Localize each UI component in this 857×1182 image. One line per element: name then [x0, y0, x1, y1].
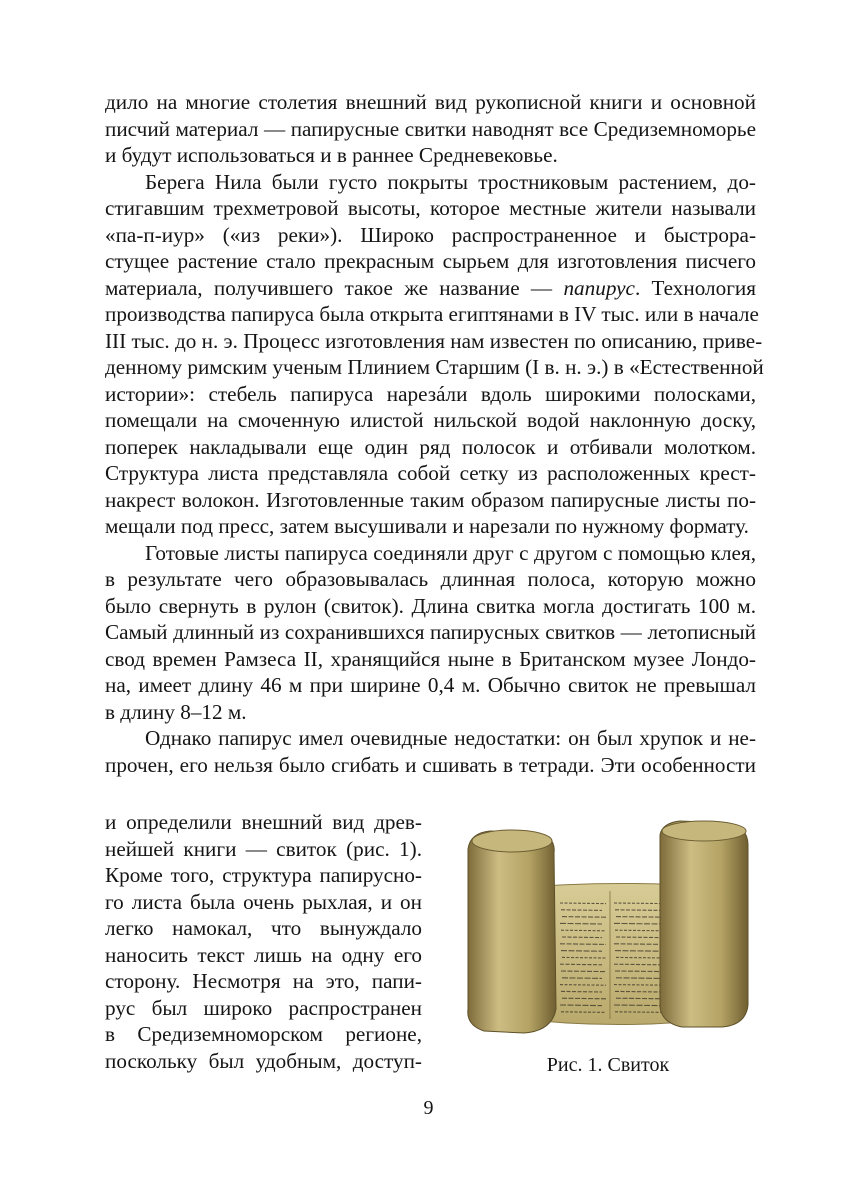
- text-line: Однако папирус имел очевидные недостатки: он был хрупок и не-: [145, 726, 756, 750]
- paragraph: [105, 89, 756, 169]
- figure-scroll: [460, 819, 756, 1039]
- text-line: свод времен Рамзеса II, хранящийся ныне в Британском музее Лондо-: [105, 646, 756, 671]
- text-line: в результате чего образовывалась длинная полоса, которую можно: [105, 567, 756, 591]
- text-line: Готовые листы папируса соединяли друг с другом с помощью клея,: [145, 540, 756, 565]
- text-line: сторону. Несмотря на это, папи-: [105, 969, 422, 993]
- text-line: дило на многие столетия внешний вид рукописной книги и основной: [105, 90, 756, 114]
- text-line: Структура листа представляла собой сетку из расположенных крест-: [105, 461, 756, 485]
- text-line: Берега Нила были густо покрыты тростниковым растением, до-: [145, 169, 756, 194]
- text-line: производства папируса была открыта египтянами в IV тыс. или в начале: [105, 302, 759, 326]
- wrapped-text-column: [105, 809, 422, 1074]
- text-line: накрест волокон. Изготовленные таким образом папирусные листы по-: [105, 487, 756, 512]
- figure-caption: Рис. 1. Свиток: [546, 1054, 670, 1076]
- text-line: го листа была очень рыхлая, и он: [105, 889, 422, 914]
- text-line: писчий материал — папирусные свитки наводнят все Средиземноморье: [105, 116, 756, 141]
- text-line: легко намокал, что вынуждало: [105, 916, 422, 940]
- text-line: стущее растение стало прекрасным сырьем для изготовления писчего: [105, 249, 756, 273]
- text-line: рус был широко распространен: [105, 995, 422, 1020]
- text-line: поскольку был удобным, доступ-: [105, 1048, 422, 1073]
- text-line: помещали на смоченную илистой нильской водой наклонную доску,: [105, 408, 756, 432]
- text-line: и определили внешний вид древ-: [105, 810, 422, 834]
- text-line: наносить текст лишь на одну его: [105, 942, 422, 967]
- text-line: прочен, его нельзя было сгибать и сшивать в тетради. Эти особенности: [105, 752, 756, 777]
- text-line: поперек накладывали еще один ряд полосок и отбивали молотком.: [105, 434, 756, 459]
- text-line: стигавшим трехметровой высоты, которое местные жители называли: [105, 196, 756, 220]
- text-line: мещали под пресс, затем высушивали и нарезали по нужному формату.: [105, 514, 749, 538]
- text-line: денному римским ученым Плинием Старшим (I в. н. э.) в «Естественной: [105, 355, 764, 379]
- text-line: на, имеет длину 46 м при ширине 0,4 м. Обычно свиток не превышал: [105, 673, 756, 697]
- text-line: «па-п-иур» («из реки»). Широко распространенное и быстрора-: [105, 222, 756, 247]
- text-line: было свернуть в рулон (свиток). Длина свитка могла достигать 100 м.: [105, 593, 756, 618]
- text-line: Кроме того, структура папирусно-: [105, 863, 422, 887]
- text-line: Самый длинный из сохранившихся папирусных свитков — летописный: [105, 620, 756, 644]
- scroll-illustration: [460, 819, 756, 1039]
- text-line: в длину 8–12 м.: [105, 699, 247, 724]
- text-line: истории»: стебель папируса нарезáли вдоль широкими полосками,: [105, 381, 756, 406]
- text-line: нейшей книги — свиток (рис. 1).: [105, 836, 422, 861]
- paragraph: [105, 169, 764, 540]
- text-line: в Средиземноморском регионе,: [105, 1022, 422, 1046]
- paragraph: [105, 540, 756, 726]
- text-line: III тыс. до н. э. Процесс изготовления нам известен по описанию, приве-: [105, 328, 763, 353]
- paragraph: [105, 725, 756, 778]
- page-number: 9: [423, 1097, 434, 1119]
- text-line: материала, получившего такое же название — папирус. Технология: [105, 275, 756, 300]
- text-line: и будут использоваться и в раннее Средневековье.: [105, 143, 558, 167]
- main-text-column: [105, 89, 764, 778]
